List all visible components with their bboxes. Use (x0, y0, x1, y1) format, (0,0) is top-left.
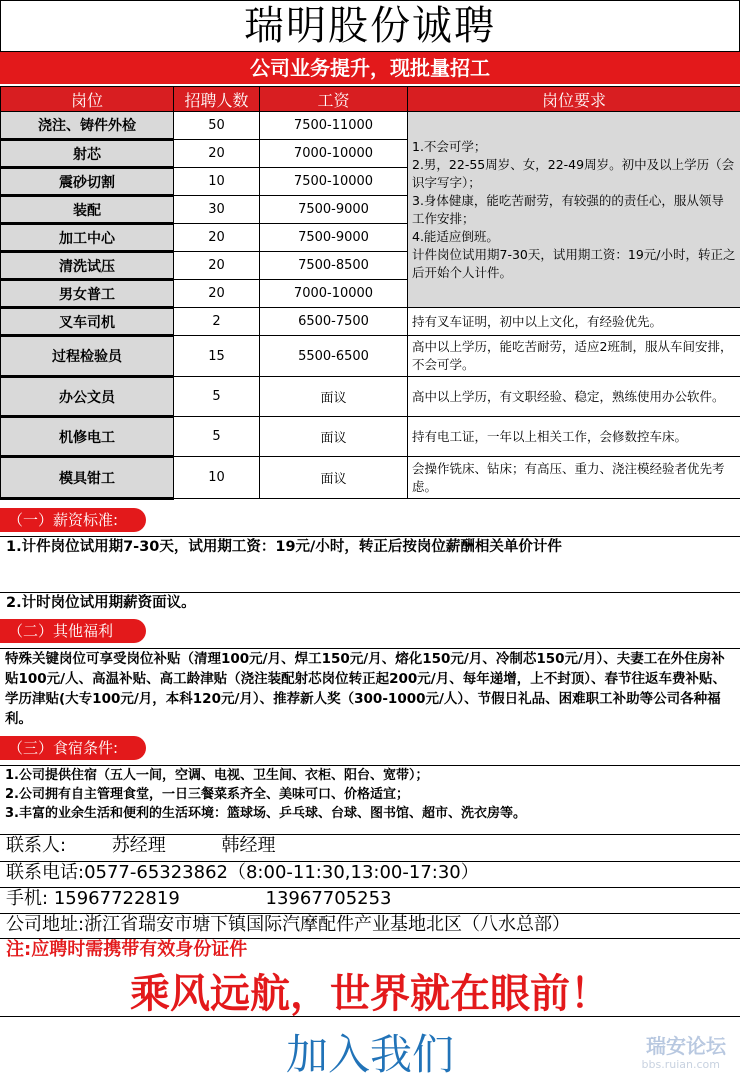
req-line: 4.能适应倒班。 (412, 228, 736, 246)
row-count: 50 (174, 112, 260, 140)
header-position: 岗位 (1, 87, 174, 112)
header-count: 招聘人数 (174, 87, 260, 112)
clerk-requirements: 高中以上学历，有文职经验、稳定，熟练使用办公软件。 (408, 377, 740, 417)
contact-note: 注:应聘时需携带有效身份证件 (0, 938, 740, 961)
mobile-2: 13967705253 (266, 888, 392, 909)
header-requirements: 岗位要求 (408, 87, 740, 112)
row-pay: 7500-11000 (260, 112, 408, 140)
welfare-block (0, 648, 740, 729)
mobile-1: 15967722819 (54, 888, 180, 909)
contact-address: 公司地址:浙江省瑞安市塘下镇国际汽摩配件产业基地北区（八水总部） (0, 913, 740, 936)
table-header-row (1, 87, 740, 112)
table-row (1, 308, 740, 336)
row-count: 10 (174, 457, 260, 499)
row-pay: 7500-9000 (260, 224, 408, 252)
table-row (1, 112, 740, 140)
row-position: 办公文员 (1, 377, 174, 417)
forklift-requirements: 持有叉车证明，初中以上文化，有经验优先。 (408, 308, 740, 336)
lodging-line-3: 3.丰富的业余生活和便利的生活环境：篮球场、乒乓球、台球、图书馆、超市、洗衣房等。 (0, 804, 740, 823)
salary-line-1: 1.计件岗位试用期7-30天，试用期工资：19元/小时，转正后按岗位薪酬相关单价计件 (0, 537, 740, 558)
electrician-requirements: 持有电工证，一年以上相关工作，会修数控车床。 (408, 417, 740, 457)
mold-requirements: 会操作铣床、钻床；有高压、重力、浇注模经验者优先考虑。 (408, 457, 740, 499)
row-position: 模具钳工 (1, 457, 174, 499)
req-line: 计件岗位试用期7-30天，试用期工资：19元/小时，转正之后开始个人计件。 (412, 246, 736, 282)
row-pay: 7500-9000 (260, 196, 408, 224)
row-count: 5 (174, 377, 260, 417)
row-count: 2 (174, 308, 260, 336)
salary-line-2: 2.计时岗位试用期薪资面议。 (0, 593, 740, 614)
salary-heading: （一）薪资标准: (0, 508, 146, 532)
row-count: 30 (174, 196, 260, 224)
row-position: 机修电工 (1, 417, 174, 457)
row-pay: 面议 (260, 457, 408, 499)
row-pay: 面议 (260, 377, 408, 417)
row-position: 叉车司机 (1, 308, 174, 336)
contact-mobile (0, 887, 740, 910)
row-count: 20 (174, 224, 260, 252)
contact-person-2: 韩经理 (222, 835, 276, 856)
inspector-requirements: 高中以上学历，能吃苦耐劳，适应2班制，服从车间安排，不会可学。 (408, 336, 740, 377)
welfare-heading: （二）其他福利 (0, 619, 146, 643)
row-position: 射芯 (1, 140, 174, 168)
contact-person-1: 苏经理 (112, 835, 166, 856)
divider (0, 1016, 740, 1017)
contact-label: 联系人: (6, 835, 66, 856)
row-count: 5 (174, 417, 260, 457)
row-count: 20 (174, 252, 260, 280)
row-count: 15 (174, 336, 260, 377)
row-pay: 7500-10000 (260, 168, 408, 196)
row-position: 加工中心 (1, 224, 174, 252)
table-row (1, 417, 740, 457)
row-count: 20 (174, 140, 260, 168)
slogan: 乘风远航，世界就在眼前！ (0, 962, 740, 1019)
mobile-label: 手机: (6, 888, 48, 909)
salary-block (0, 536, 740, 558)
general-requirements (408, 112, 740, 308)
req-line: 3.身体健康，能吃苦耐劳，有较强的的责任心，服从领导工作安排； (412, 192, 736, 228)
row-pay: 7000-10000 (260, 280, 408, 308)
contact-phone: 联系电话:0577-65323862（8:00-11:30,13:00-17:30） (0, 861, 740, 884)
row-pay: 面议 (260, 417, 408, 457)
lodging-line-2: 2.公司拥有自主管理食堂，一日三餐菜系齐全、美味可口、价格适宜； (0, 785, 740, 804)
row-position: 浇注、铸件外检 (1, 112, 174, 140)
row-count: 10 (174, 168, 260, 196)
row-pay: 6500-7500 (260, 308, 408, 336)
welfare-text: 特殊关键岗位可享受岗位补贴（清理100元/月、焊工150元/月、熔化150元/月、冷制芯150元/月）、夫妻工在外住房补贴100元/人、高温补贴、高工龄津贴（浇注装配射芯岗位转正起200元/月、每年递增，上不封顶）、春节往返车费补贴、学历津贴(大专100元/月，本科120元/月）、推荐新人奖（300-1000元/人）、节假日礼品、困难职工补助等公司各种福利。 (0, 649, 740, 729)
row-position: 过程检验员 (1, 336, 174, 377)
table-row (1, 336, 740, 377)
header-pay: 工资 (260, 87, 408, 112)
row-pay: 5500-6500 (260, 336, 408, 377)
lodging-block (0, 765, 740, 823)
lodging-line-1: 1.公司提供住宿（五人一间，空调、电视、卫生间、衣柜、阳台、宽带）； (0, 766, 740, 785)
table-row (1, 457, 740, 499)
salary-block-2 (0, 592, 740, 614)
contact-people (0, 834, 740, 857)
lodging-heading: （三）食宿条件: (0, 736, 146, 760)
join-us: 加入我们 (0, 1022, 740, 1082)
req-line: 2.男，22-55周岁、女，22-49周岁。初中及以上学历（会识字写字）； (412, 156, 736, 192)
row-position: 清洗试压 (1, 252, 174, 280)
page-title: 瑞明股份诚聘 (0, 0, 740, 52)
watermark-url: bbs.ruian.com (642, 1058, 720, 1071)
row-pay: 7500-8500 (260, 252, 408, 280)
req-line: 1.不会可学； (412, 138, 736, 156)
row-position: 装配 (1, 196, 174, 224)
row-count: 20 (174, 280, 260, 308)
jobs-table (0, 86, 740, 500)
table-row (1, 377, 740, 417)
watermark-logo: 瑞安论坛 (646, 1030, 726, 1059)
banner: 公司业务提升，现批量招工 (0, 52, 740, 84)
row-position: 男女普工 (1, 280, 174, 308)
row-pay: 7000-10000 (260, 140, 408, 168)
row-position: 震砂切割 (1, 168, 174, 196)
